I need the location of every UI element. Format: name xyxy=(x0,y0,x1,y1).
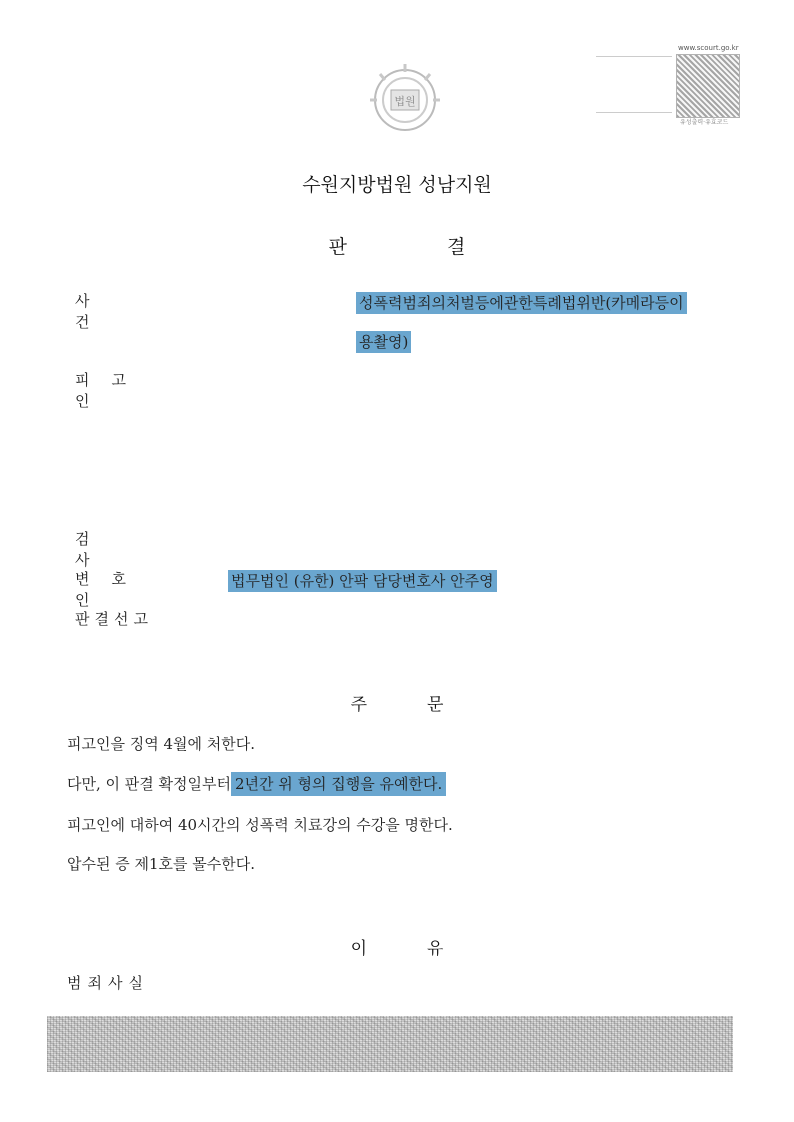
prosecutor-label xyxy=(75,528,165,570)
defendant-label-text: 피고인 xyxy=(75,371,148,410)
case-label-text: 사건 xyxy=(75,292,152,331)
prosecutor-label-text: 검사 xyxy=(75,530,152,569)
counsel-value xyxy=(228,570,497,591)
qr-url: www.scourt.go.kr xyxy=(678,44,739,52)
court-name: 수원지방법원 성남지원 xyxy=(302,174,492,196)
order-heading: 주문 xyxy=(350,695,504,715)
divider xyxy=(596,56,672,57)
reasons-heading: 이유 xyxy=(350,939,504,959)
counsel-label-text: 변호인 xyxy=(75,570,148,609)
case-name-cont: 용촬영) xyxy=(356,331,411,353)
seal-text: 법원 xyxy=(394,95,416,108)
sentence-date-label-text: 판결선고 xyxy=(75,610,153,628)
case-label xyxy=(75,290,165,332)
redacted-area xyxy=(47,1016,733,1072)
defendant-label xyxy=(75,369,165,411)
order-line-2-prefix: 다만, 이 판결 확정일부터 xyxy=(67,775,231,793)
document-title: 판결 xyxy=(328,236,566,258)
probation-highlight: 2년간 위 형의 집행을 유예한다. xyxy=(231,772,446,796)
order-line-4: 압수된 증 제1호를 몰수한다. xyxy=(67,855,256,873)
facts-label: 범죄사실 xyxy=(67,974,149,992)
case-value-line1 xyxy=(356,292,687,313)
qr-caption: 유성출력·유효코드 xyxy=(680,119,729,126)
sentence-date-label xyxy=(75,608,165,629)
counsel-label xyxy=(75,568,165,610)
order-line-3: 피고인에 대하여 40시간의 성폭력 치료강의 수강을 명한다. xyxy=(67,816,453,834)
order-line-1: 피고인을 징역 4월에 처한다. xyxy=(67,735,256,753)
divider xyxy=(596,112,672,113)
case-value-line2 xyxy=(356,331,411,352)
order-line-2 xyxy=(67,773,446,794)
counsel-name: 법무법인 (유한) 안팍 담당변호사 안주영 xyxy=(228,570,497,592)
qr-code-icon xyxy=(676,54,740,118)
court-seal-icon xyxy=(366,62,444,136)
case-name: 성폭력범죄의처벌등에관한특례법위반(카메라등이 xyxy=(356,292,687,314)
